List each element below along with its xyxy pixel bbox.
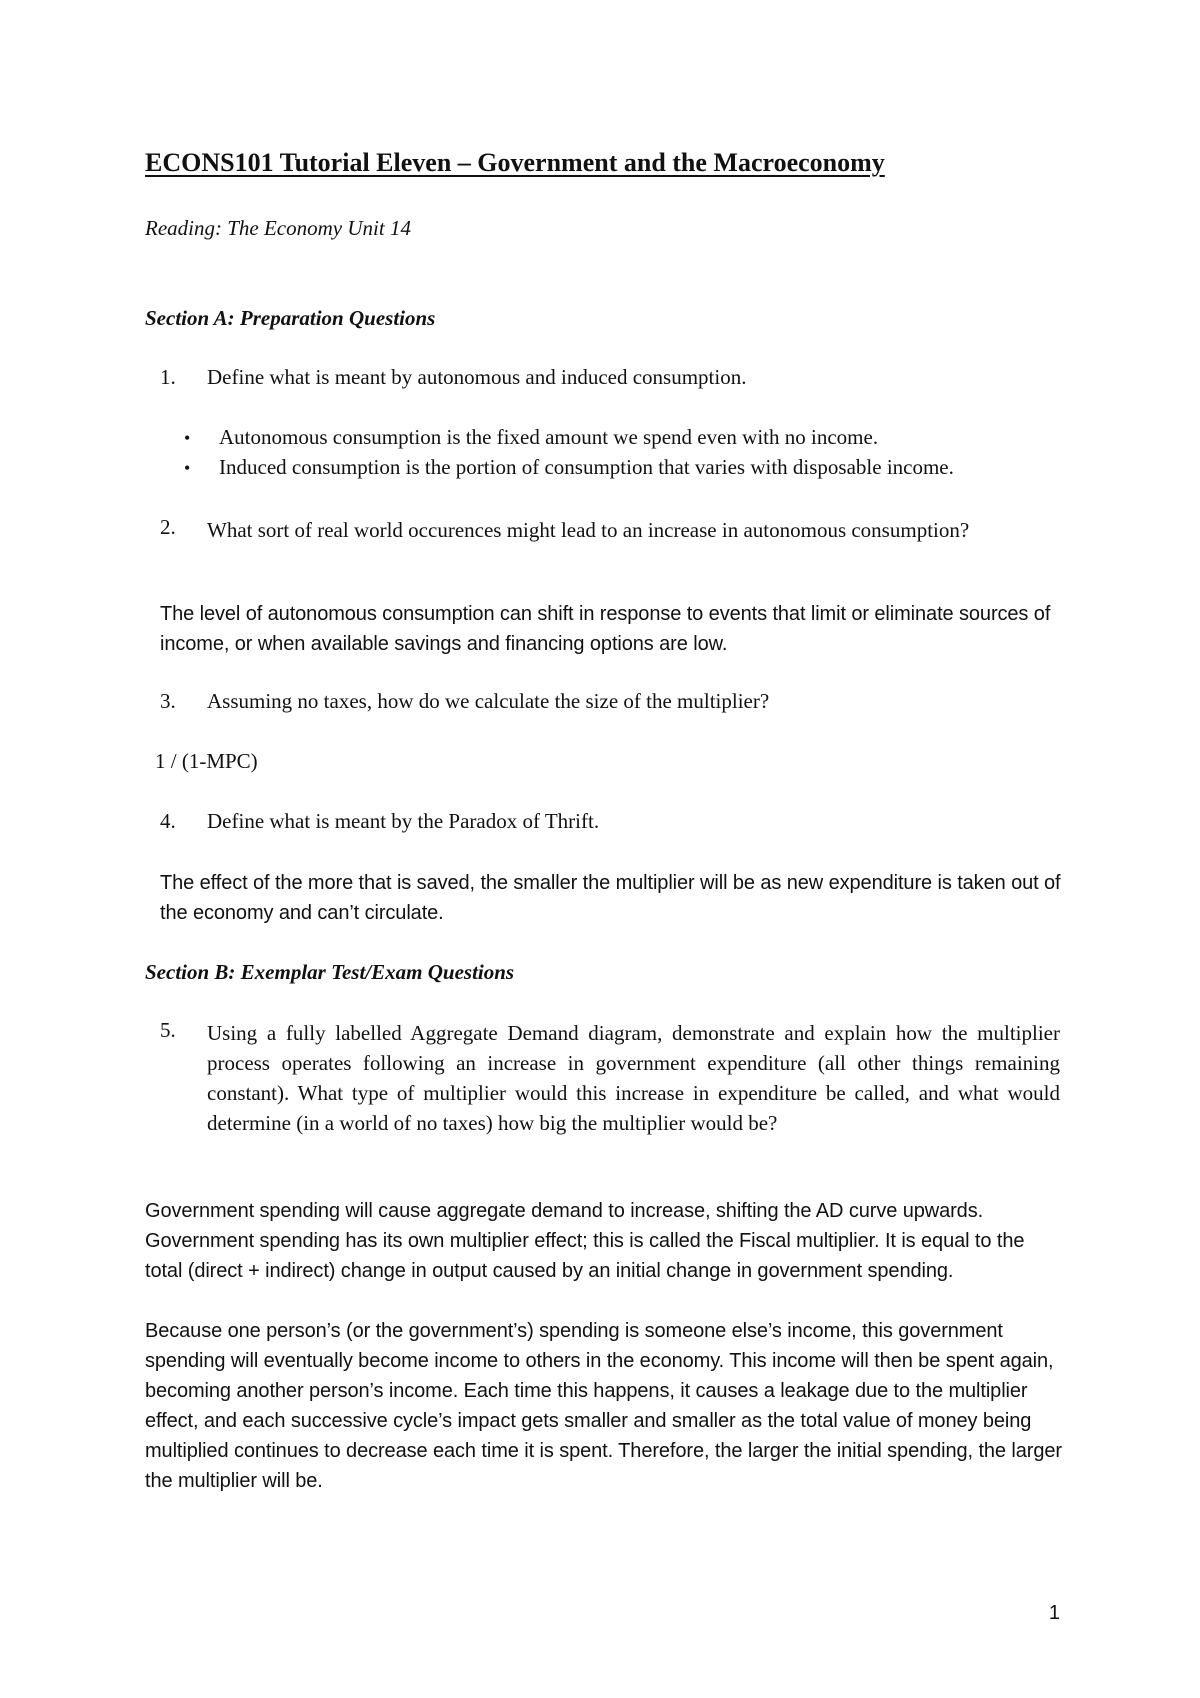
question-4-number: 4. [160, 809, 176, 833]
question-3-number: 3. [160, 689, 176, 713]
question-4-text: Define what is meant by the Paradox of Thrift. [207, 809, 600, 833]
reading-reference: Reading: The Economy Unit 14 [145, 216, 411, 240]
question-1-bullet-2: Induced consumption is the portion of consumption that varies with disposable income. [219, 455, 954, 479]
question-1-text: Define what is meant by autonomous and induced consumption. [207, 365, 747, 389]
bullet-1-marker: • [184, 428, 191, 448]
question-2-answer: The level of autonomous consumption can shift in response to events that limit or eliminate sources of income, or when available savings and financing options are low. [160, 603, 1051, 655]
question-5-answer-paragraph-1: Government spending will cause aggregate demand to increase, shifting the AD curve upwards. Government spending has its own multiplier effect; this is called the Fiscal multiplier. It is equal to the total (direct + indirect) change in output caused by an initial change in government spending. [145, 1200, 1025, 1282]
question-1-bullet-1: Autonomous consumption is the fixed amount we spend even with no income. [219, 425, 879, 449]
question-3-answer: 1 / (1-MPC) [155, 749, 258, 773]
question-2-text: What sort of real world occurences might lead to an increase in autonomous consumption? [207, 518, 970, 542]
question-5-text: Using a fully labelled Aggregate Demand diagram, demonstrate and explain how the multiplier process operates following an increase in government expenditure (all other things remaining constant). What type of multiplier would this increase in expenditure be called, and what would determine (in a world of no taxes) how big the multiplier would be? [207, 1021, 1060, 1135]
section-a-heading: Section A: Preparation Questions [145, 306, 436, 330]
question-4-answer: The effect of the more that is saved, the smaller the multiplier will be as new expenditure is taken out of the economy and can’t circulate. [160, 872, 1061, 924]
question-5-answer-paragraph-2: Because one person’s (or the government’s) spending is someone else’s income, this government spending will eventually become income to others in the economy. This income will then be spent again, becoming another person’s income. Each time this happens, it causes a leakage due to the multiplier effect, and each successive cycle’s impact gets smaller and smaller as the total value of money being multiplied continues to decrease each time it is spent. Therefore, the larger the initial spending, the larger the multiplier will be. [145, 1320, 1062, 1492]
question-5-number: 5. [160, 1018, 176, 1042]
bullet-2-marker: • [184, 458, 191, 478]
question-2-number: 2. [160, 515, 176, 539]
question-1-number: 1. [160, 365, 176, 389]
page-title: ECONS101 Tutorial Eleven – Government and the Macroeconomy [145, 148, 885, 177]
section-b-heading: Section B: Exemplar Test/Exam Questions [145, 960, 515, 984]
page-number: 1 [1048, 1602, 1060, 1624]
question-3-text: Assuming no taxes, how do we calculate the size of the multiplier? [207, 689, 770, 713]
